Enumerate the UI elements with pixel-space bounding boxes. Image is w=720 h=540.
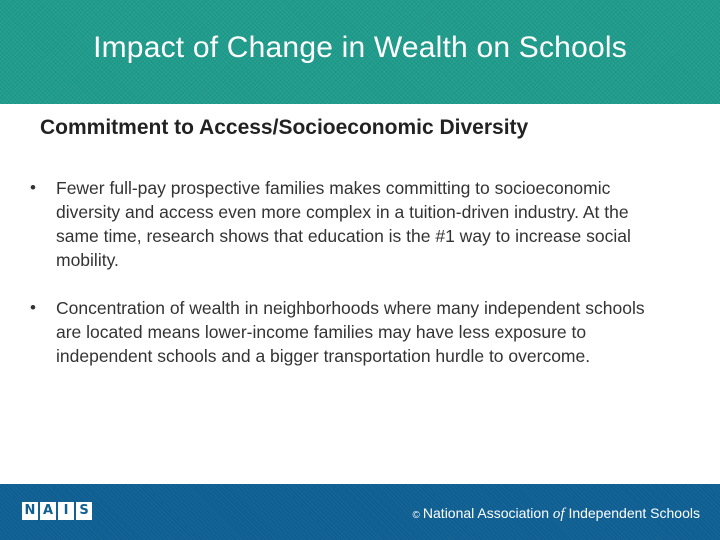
org-name bbox=[413, 503, 700, 526]
bullet-list bbox=[30, 176, 670, 392]
logo-letter-s: S bbox=[76, 502, 92, 520]
logo-letter-n: N bbox=[22, 502, 38, 520]
slide-subtitle: Commitment to Access/Socioeconomic Diversity bbox=[40, 116, 529, 139]
nais-logo bbox=[22, 502, 92, 520]
footer-bar bbox=[0, 484, 720, 540]
org-name-of: of bbox=[552, 506, 565, 522]
bullet-item bbox=[30, 296, 670, 368]
org-name-part2: Independent Schools bbox=[568, 505, 700, 521]
logo-letter-i: I bbox=[58, 502, 74, 520]
org-name-part1: National Association bbox=[422, 505, 549, 521]
bullet-item bbox=[30, 176, 670, 272]
slide-title: Impact of Change in Wealth on Schools bbox=[93, 31, 627, 64]
logo-letter-a: A bbox=[40, 502, 56, 520]
bullet-marker: • bbox=[30, 298, 36, 317]
bullet-marker: • bbox=[30, 178, 36, 197]
bullet-text: Concentration of wealth in neighborhoods where many independent schools are located means lower-income families may have less exposure to independent schools and a bigger transportation hurdle to overcome. bbox=[56, 298, 645, 366]
bullet-text: Fewer full-pay prospective families makes committing to socioeconomic diversity and access even more complex in a tuition-driven industry. At the same time, research shows that education is the #1 way to increase social mobility. bbox=[56, 178, 631, 270]
title-banner bbox=[0, 0, 720, 104]
copyright-symbol: © bbox=[412, 510, 420, 521]
